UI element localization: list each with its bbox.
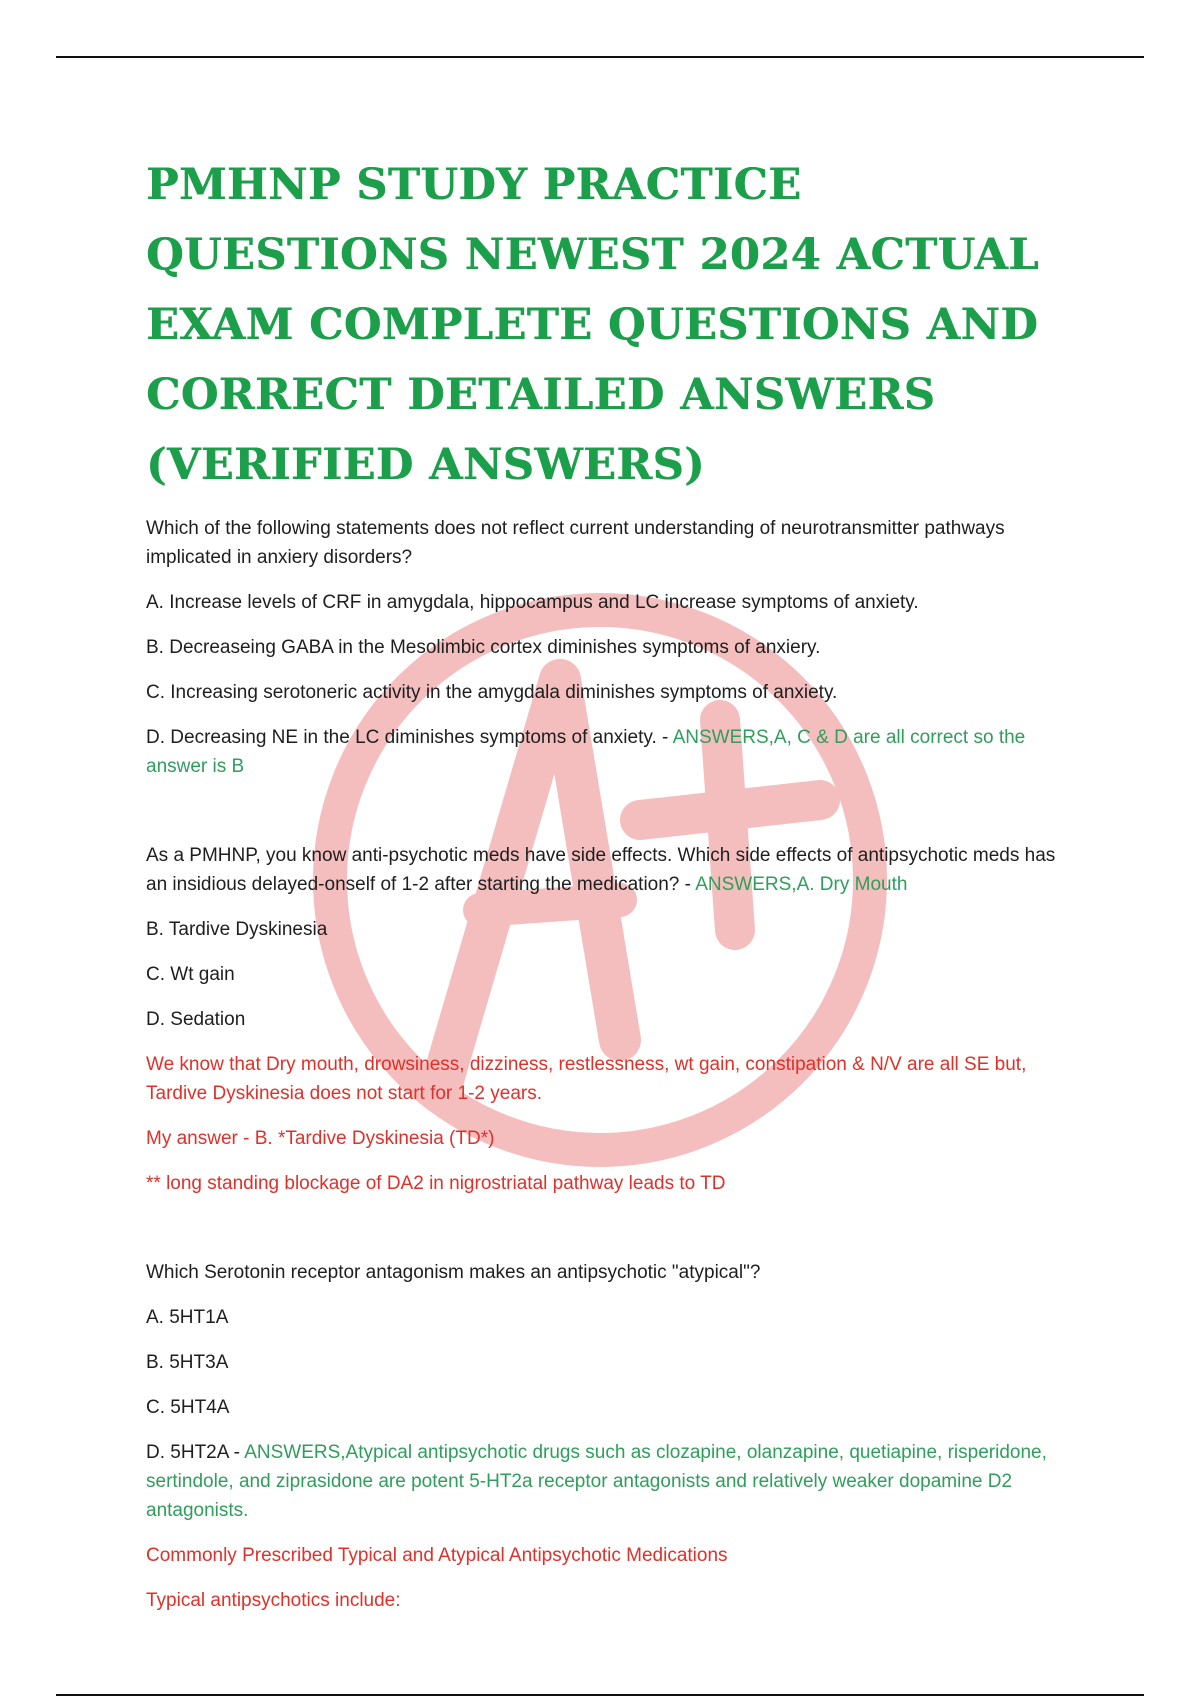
section-note: Commonly Prescribed Typical and Atypical Antipsychotic Medications <box>146 1545 728 1566</box>
option-d <box>146 1438 1066 1525</box>
my-answer-note: My answer - B. *Tardive Dyskinesia (TD*) <box>146 1128 495 1149</box>
question-text: Which of the following statements does not reflect current understanding of neurotransmitter pathways implicated in anxiery disorders? <box>146 518 1005 568</box>
bottom-rule <box>56 1694 1144 1696</box>
option-b: B. Tardive Dyskinesia <box>146 919 328 940</box>
answer-text: ANSWERS,A, C & D are all correct so the answer is B <box>146 727 1026 777</box>
option-d-text: D. Decreasing NE in the LC diminishes symptoms of anxiety. - <box>146 727 673 748</box>
answer-text: ANSWERS,Atypical antipsychotic drugs such as clozapine, olanzapine, quetiapine, risperidone, sertindole, and ziprasidone are potent 5-HT2a receptor antagonists and relatively weaker dopamine D2 antagonists. <box>146 1442 1047 1521</box>
option-c: C. 5HT4A <box>146 1397 230 1418</box>
question-text <box>146 841 1066 899</box>
option-b: B. 5HT3A <box>146 1352 229 1373</box>
question-1 <box>146 514 1066 781</box>
document-body <box>146 150 1066 1631</box>
explanation-note: We know that Dry mouth, drowsiness, dizziness, restlessness, wt gain, constipation & N/V are all SE but, Tardive Dyskinesia does not start for 1-2 years. <box>146 1054 1027 1104</box>
option-d-text: D. 5HT2A - <box>146 1442 245 1463</box>
answer-text: ANSWERS,A. Dry Mouth <box>695 874 908 895</box>
option-d: D. Sedation <box>146 1009 246 1030</box>
option-c: C. Increasing serotoneric activity in the amygdala diminishes symptoms of anxiety. <box>146 682 838 703</box>
question-text-body: As a PMHNP, you know anti-psychotic meds have side effects. Which side effects of antipsychotic meds has an insidious delayed-onself of 1-2 after starting the medication? - <box>146 845 1056 895</box>
question-2 <box>146 841 1066 1198</box>
option-a: A. 5HT1A <box>146 1307 229 1328</box>
question-3 <box>146 1258 1066 1615</box>
top-rule <box>56 56 1144 58</box>
mechanism-note: ** long standing blockage of DA2 in nigrostriatal pathway leads to TD <box>146 1173 726 1194</box>
option-b: B. Decreaseing GABA in the Mesolimbic cortex diminishes symptoms of anxiery. <box>146 637 821 658</box>
option-d <box>146 723 1066 781</box>
list-heading-note: Typical antipsychotics include: <box>146 1590 401 1611</box>
option-c: C. Wt gain <box>146 964 235 985</box>
option-a: A. Increase levels of CRF in amygdala, hippocampus and LC increase symptoms of anxiety. <box>146 592 919 613</box>
question-text: Which Serotonin receptor antagonism makes an antipsychotic "atypical"? <box>146 1262 761 1283</box>
document-title: PMHNP STUDY PRACTICE QUESTIONS NEWEST 2024 ACTUAL EXAM COMPLETE QUESTIONS AND CORRECT DETAILED ANSWERS (VERIFIED ANSWERS) <box>146 160 1039 490</box>
